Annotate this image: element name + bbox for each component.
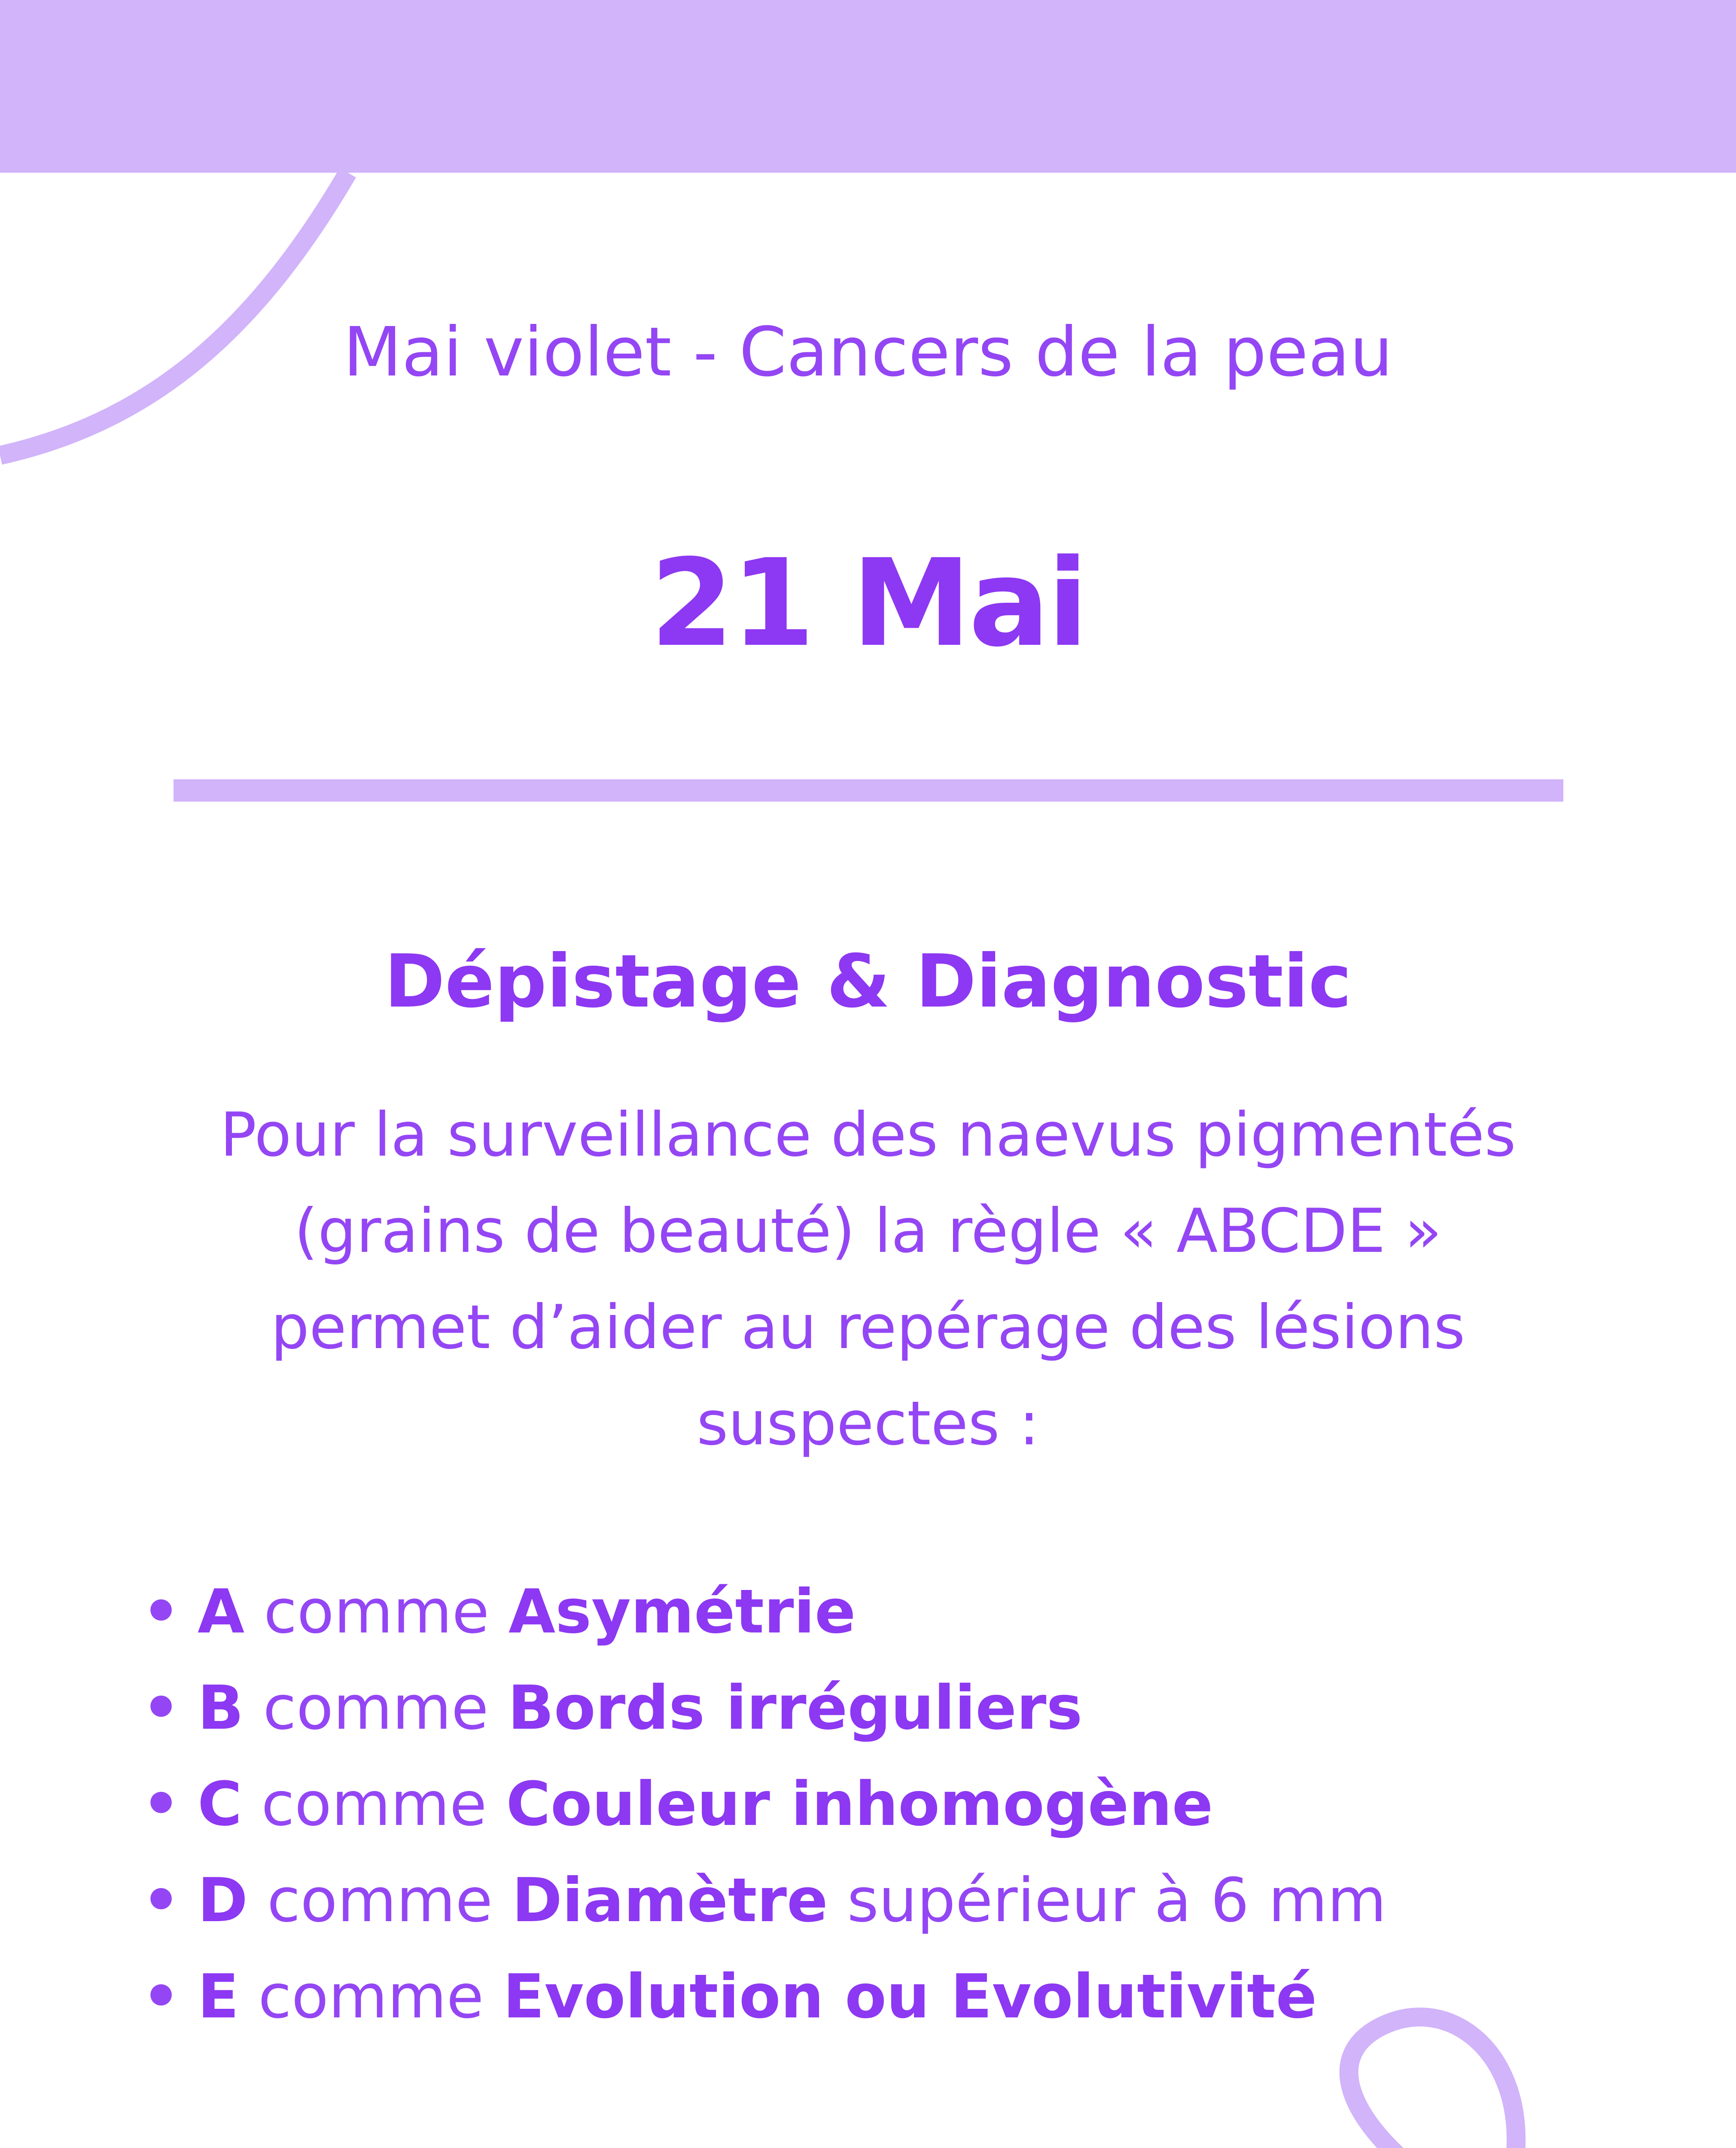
- intro-line: Pour la surveillance des naevus pigmentés: [220, 1100, 1516, 1170]
- abcde-list: [142, 1564, 1645, 2045]
- criterion-term: Diamètre: [512, 1865, 828, 1936]
- criterion-connector: comme: [244, 1673, 508, 1743]
- criterion-letter: E: [198, 1962, 239, 2032]
- list-item: [142, 1660, 1645, 1756]
- intro-line: (grains de beauté) la règle « ABCDE »: [294, 1196, 1442, 1266]
- criterion-connector: comme: [244, 1577, 509, 1647]
- criterion-term: Bords irréguliers: [508, 1673, 1083, 1743]
- divider: [174, 779, 1563, 802]
- date-title: 21 Mai: [650, 534, 1086, 674]
- criterion-connector: comme: [248, 1865, 512, 1936]
- bullet: •: [142, 1769, 181, 1840]
- criterion-letter: D: [198, 1865, 248, 1936]
- section-title: Dépistage & Diagnostic: [384, 939, 1352, 1024]
- criterion-letter: C: [198, 1769, 242, 1840]
- criterion-connector: comme: [239, 1962, 503, 2032]
- criterion-term: Evolution ou Evolutivité: [503, 1962, 1317, 2032]
- criterion-term: Asymétrie: [509, 1577, 856, 1647]
- list-item: [142, 1756, 1645, 1852]
- list-item: [142, 1564, 1645, 1660]
- criterion-letter: B: [198, 1673, 244, 1743]
- list-item: [142, 1852, 1645, 1949]
- criterion-suffix: supérieur à 6 mm: [828, 1865, 1386, 1936]
- bullet: •: [142, 1962, 181, 2032]
- list-item: [142, 1949, 1645, 2045]
- criterion-connector: comme: [242, 1769, 506, 1840]
- bullet: •: [142, 1577, 181, 1647]
- intro-line: permet d’aider au repérage des lésions: [271, 1292, 1465, 1363]
- intro-line: suspectes :: [697, 1388, 1039, 1459]
- intro-paragraph: [86, 1087, 1650, 1472]
- campaign-subtitle: Mai violet - Cancers de la peau: [343, 313, 1393, 392]
- top-band: [0, 0, 1736, 173]
- criterion-term: Couleur inhomogène: [506, 1769, 1213, 1840]
- criterion-letter: A: [198, 1577, 245, 1647]
- bullet: •: [142, 1865, 181, 1936]
- bullet: •: [142, 1673, 181, 1743]
